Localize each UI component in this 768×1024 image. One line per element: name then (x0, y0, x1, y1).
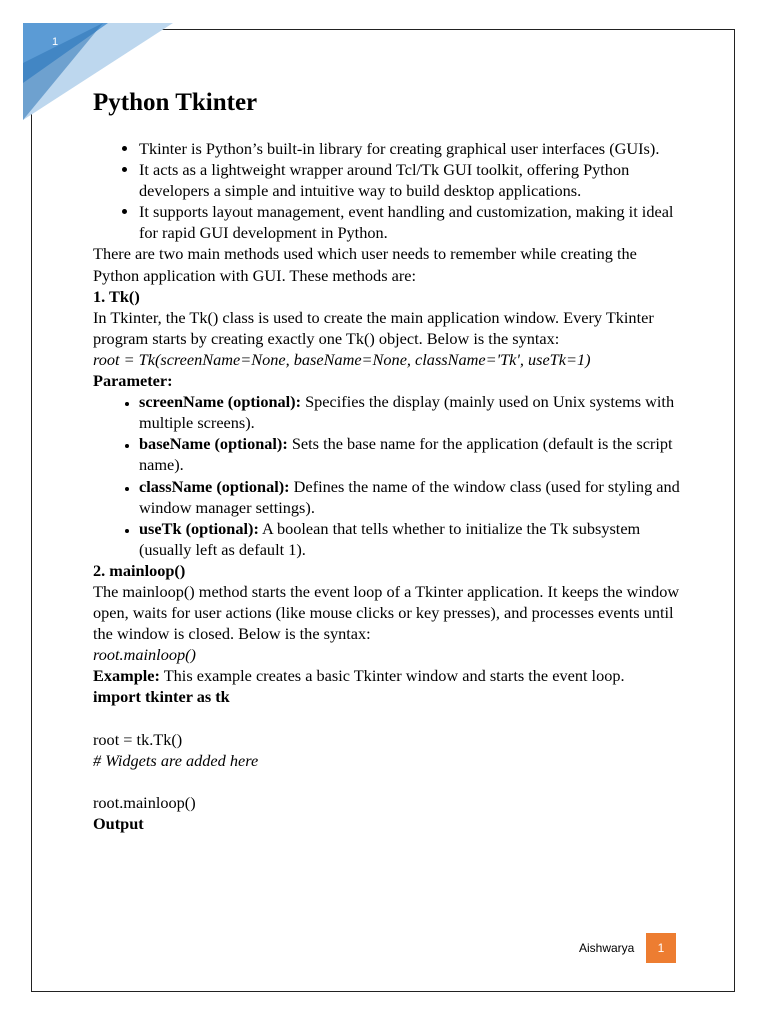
section1-heading: 1. Tk() (93, 286, 140, 306)
methods-intro: There are two main methods used which user needs to remember while creating the Python application with GUI. These methods are: (93, 244, 637, 285)
param-name: baseName (optional): (139, 434, 288, 454)
list-item: • It acts as a lightweight wrapper around Tcl/Tk GUI toolkit, offering Python developers a simple and intuitive way to build desktop applications. (139, 159, 683, 201)
section1-text: In Tkinter, the Tk() class is used to create the main application window. Every Tkinter program starts by creating exactly one Tk() object. Below is the syntax: (93, 307, 654, 348)
section2-syntax: root.mainloop() (93, 645, 196, 665)
param-desc: Specifies the display (mainly used on Unix systems with multiple screens). (139, 392, 675, 433)
list-item (139, 433, 683, 475)
param-name: className (optional): (139, 476, 290, 496)
list-item (139, 476, 683, 518)
parameter-heading: Parameter: (93, 371, 173, 391)
list-item (139, 391, 683, 433)
section1-syntax: root = Tk(screenName=None, baseName=None, className='Tk', useTk=1) (93, 349, 591, 369)
footer-author: Aishwarya (579, 941, 635, 955)
blank-line (93, 708, 683, 729)
header-page-number: 1 (52, 36, 59, 48)
blank-line (93, 771, 683, 792)
list-item: • It supports layout management, event handling and customization, making it ideal for rapid GUI development in Python. (139, 201, 683, 243)
param-desc: Defines the name of the window class (used for styling and window manager settings). (139, 476, 680, 517)
output-label: Output (93, 814, 144, 833)
list-item (139, 518, 683, 560)
example-paragraph (93, 665, 683, 686)
parameter-list (93, 391, 683, 560)
code-mainloop: root.mainloop() (93, 792, 196, 812)
param-desc: A boolean that tells whether to initialize the Tk subsystem (usually left as default 1). (139, 518, 641, 559)
list-item: • Tkinter is Python’s built-in library for creating graphical user interfaces (GUIs). (139, 138, 683, 159)
code-import: import tkinter as tk (93, 687, 230, 707)
example-text: This example creates a basic Tkinter window and starts the event loop. (159, 666, 625, 686)
footer-page-number: 1 (646, 933, 676, 963)
example-label: Example: (93, 666, 160, 686)
param-name: screenName (optional): (139, 392, 302, 412)
document-body (93, 86, 683, 834)
code-root: root = tk.Tk() (93, 729, 183, 749)
page-title: Python Tkinter (93, 89, 258, 116)
param-name: useTk (optional): (139, 518, 259, 538)
section2-heading: 2. mainloop() (93, 560, 186, 580)
code-comment: # Widgets are added here (93, 750, 259, 770)
section2-text: The mainloop() method starts the event loop of a Tkinter application. It keeps the window open, waits for user actions (like mouse clicks or key presses), and processes events until the window is closed. Below is the syntax: (93, 581, 680, 644)
param-desc: Sets the base name for the application (default is the script name). (139, 434, 673, 475)
intro-bullet-list (93, 138, 683, 243)
